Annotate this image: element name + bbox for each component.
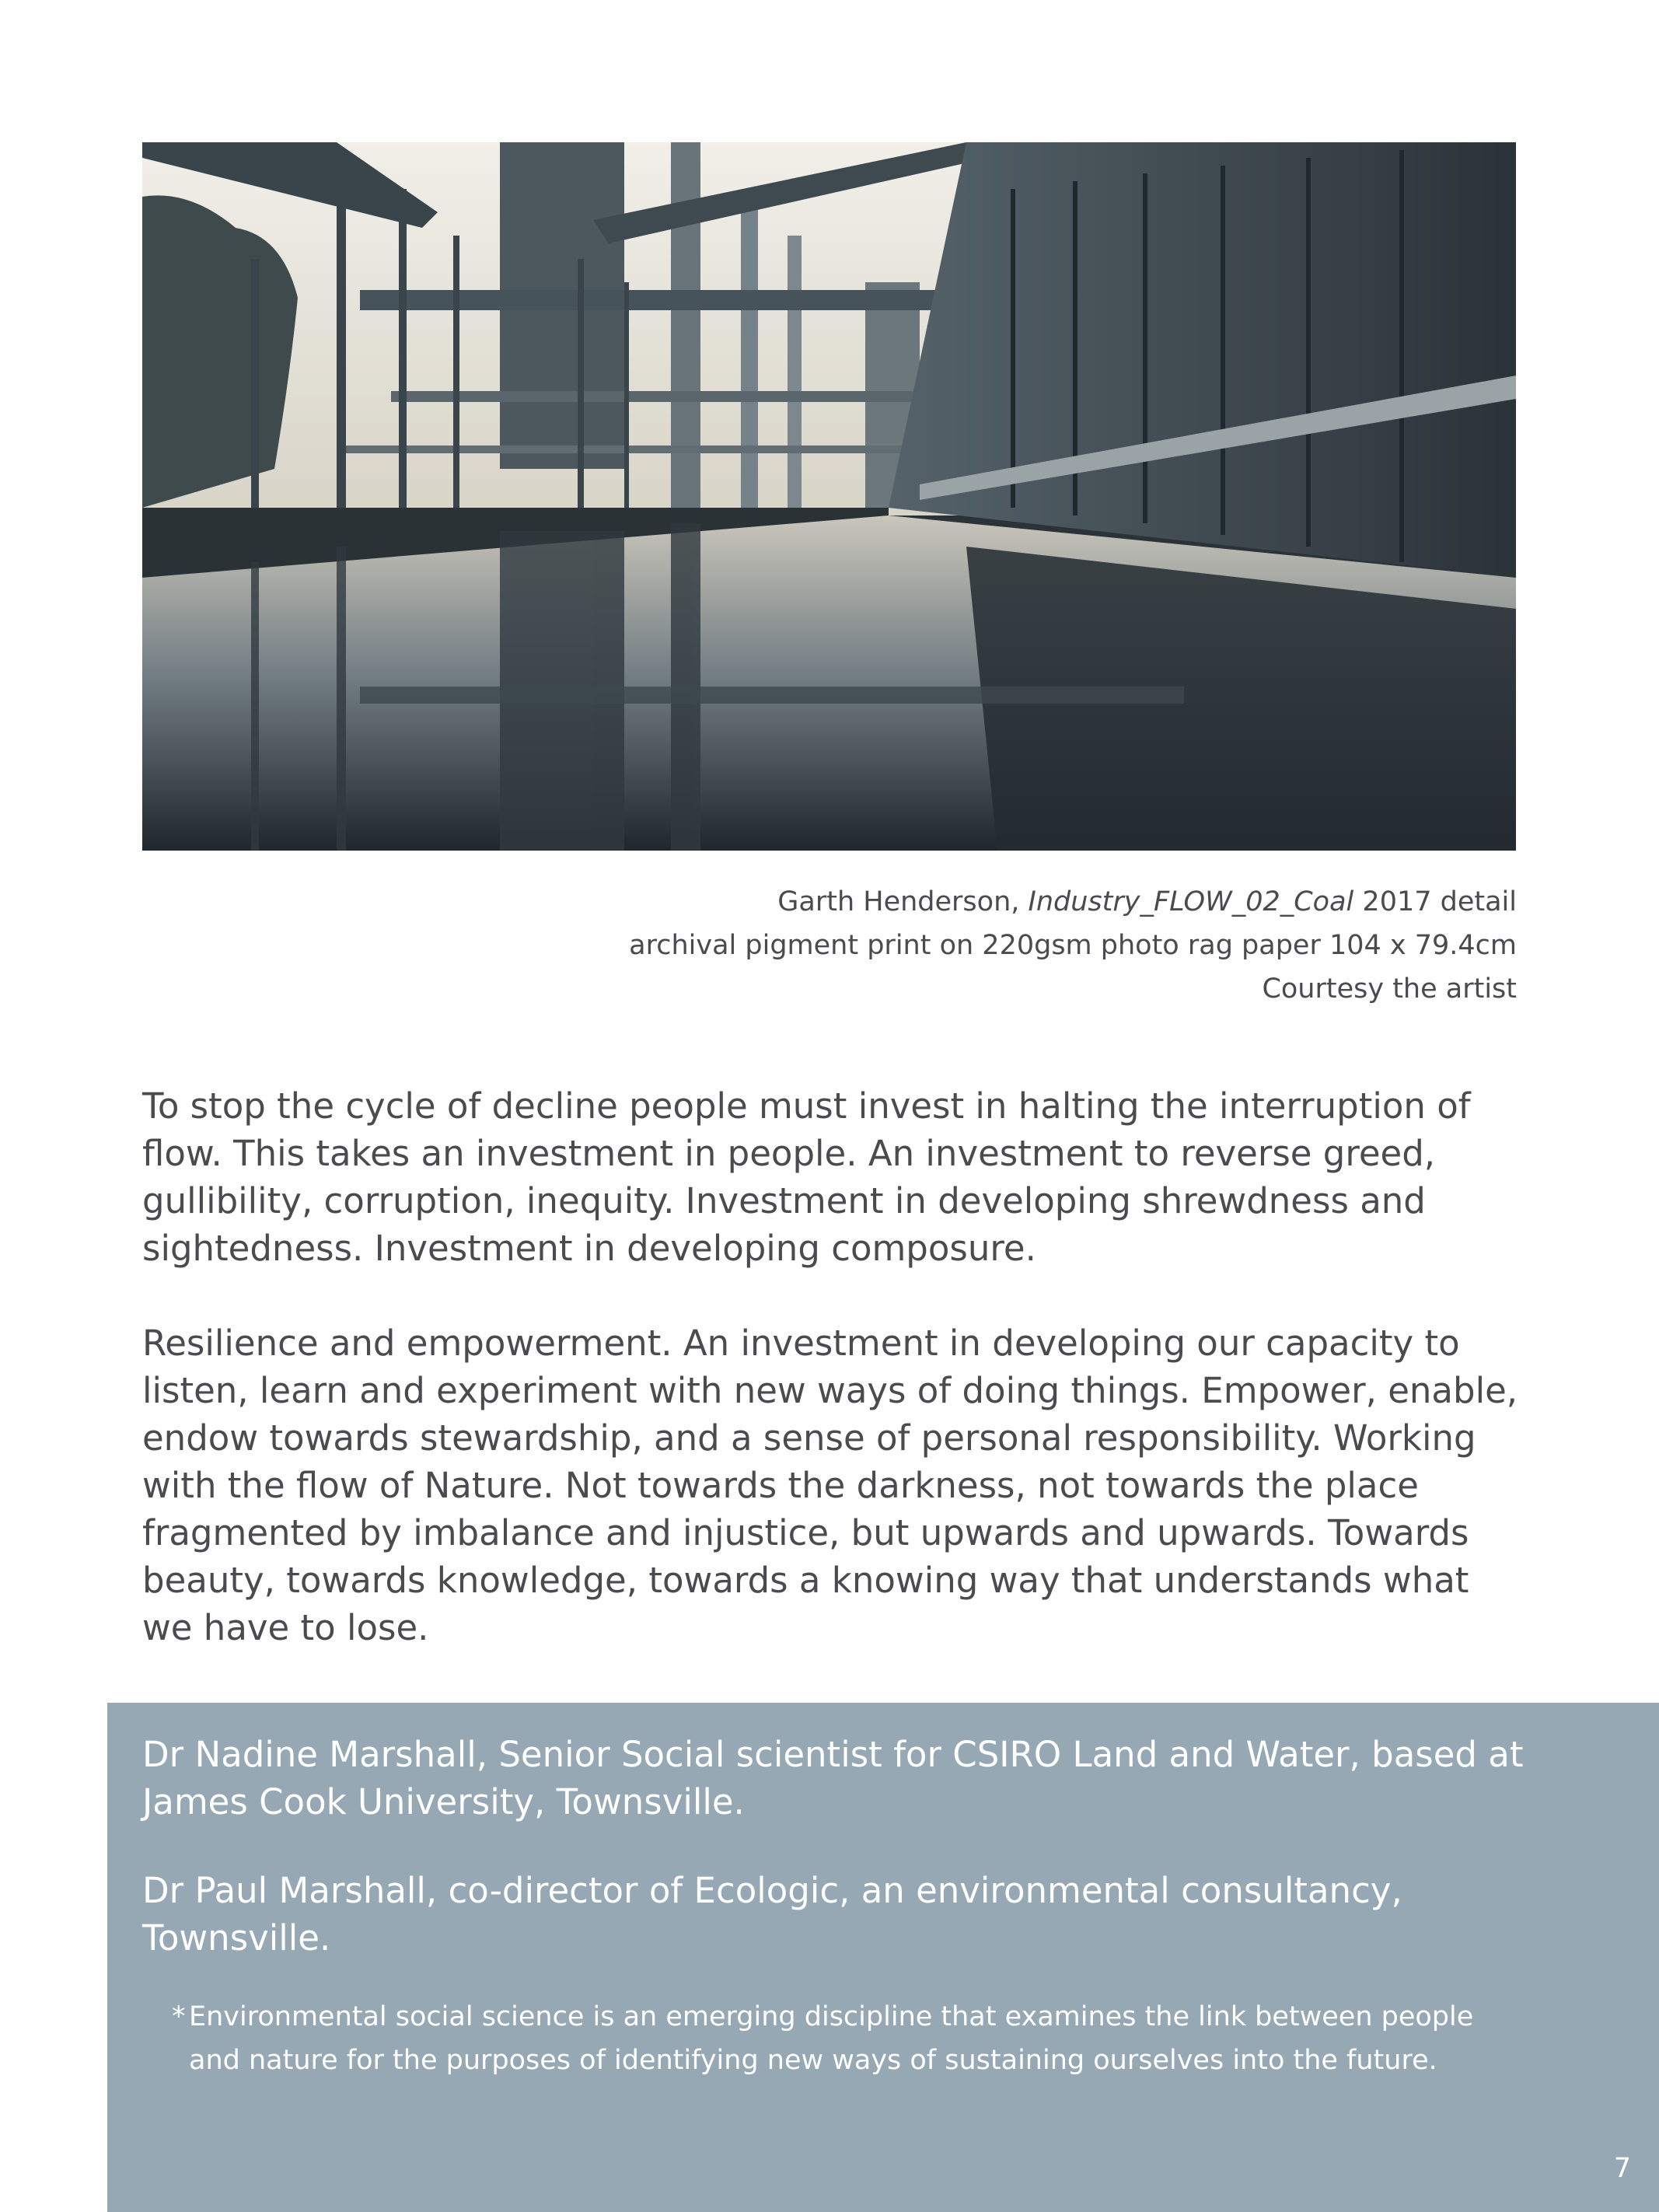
caption-credit: Courtesy the artist	[1262, 973, 1517, 1005]
caption-line-1	[273, 880, 1517, 924]
caption-artist: Garth Henderson,	[777, 886, 1020, 917]
caption-medium: archival pigment print on 220gsm photo rag paper 104 x 79.4cm	[629, 930, 1517, 961]
caption-date: 2017 detail	[1362, 886, 1517, 917]
bio-nadine-marshall: Dr Nadine Marshall, Senior Social scientist for CSIRO Land and Water, based at James Cook University, Townsville.	[142, 1734, 1524, 1822]
page-number: 7	[1613, 2153, 1631, 2184]
author-bio-panel	[107, 1703, 1659, 2212]
essay-paragraph-1: To stop the cycle of decline people must invest in halting the interruption of flow. This takes an investment in people. An investment to reverse greed, gullibility, corruption, inequity. Investment in developing shrewdness and sightedness. Investment in developing composure.	[142, 1085, 1471, 1269]
artwork-photo	[142, 142, 1516, 851]
footnote	[172, 1995, 1526, 2082]
footnote-text: Environmental social science is an emerging discipline that examines the link between people and nature for the purposes of identifying new ways of sustaining ourselves into the future.	[189, 2001, 1474, 2076]
industrial-reflection-image	[142, 142, 1516, 851]
footnote-marker: *	[172, 2001, 186, 2032]
caption-title: Industry_FLOW_02_Coal	[1028, 886, 1354, 917]
essay-body	[142, 1082, 1526, 1651]
artwork-caption	[273, 880, 1517, 1011]
bio-paul-marshall: Dr Paul Marshall, co-director of Ecologic, an environmental consultancy, Townsville.	[142, 1870, 1402, 1959]
essay-paragraph-2: Resilience and empowerment. An investment in developing our capacity to listen, learn and experiment with new ways of doing things. Empower, enable, endow towards stewardship, and a sense of personal responsibility. Working with the flow of Nature. Not towards the darkness, not towards the place fragmented by imbalance and injustice, but upwards and upwards. Towards beauty, towards knowledge, towards a knowing way that understands what we have to lose.	[142, 1323, 1518, 1648]
